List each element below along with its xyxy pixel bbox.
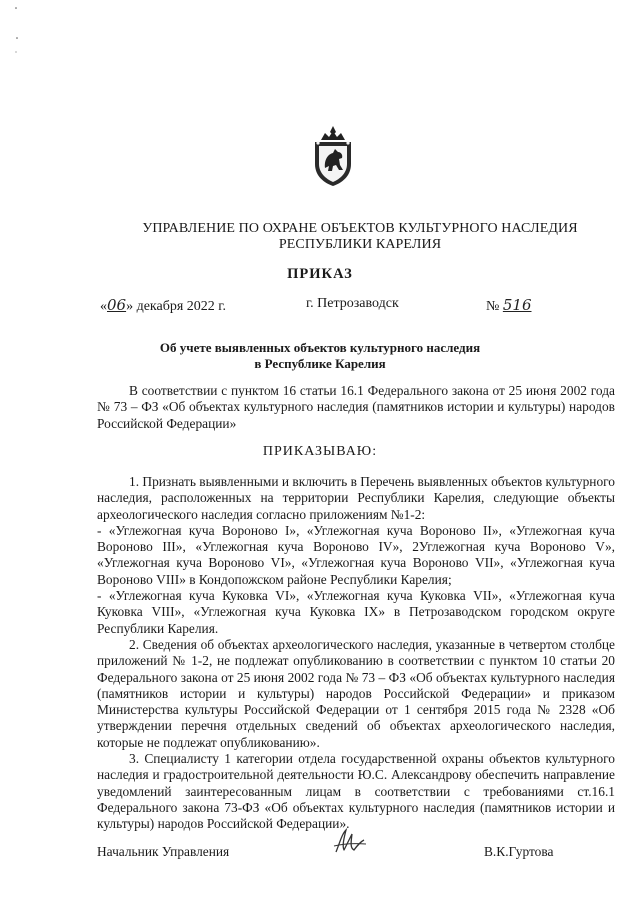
order-city: г. Петрозаводск: [306, 296, 399, 311]
item-1-list-kondopoga: - «Углежогная куча Вороново I», «Углежогная куча Вороново II», «Углежогная куча Вороново III», «Углежогная куча Вороново IV», 2Углежогная куча Вороново V», «Углежогная куча Вороново VI», «Углежогная куча Вороново VII», «Углежогная куча Вороново VIII» в Кондопожском районе Республики Карелия;: [97, 522, 615, 587]
order-subject: [0, 340, 640, 372]
signatory-position: Начальник Управления: [97, 844, 230, 859]
handwritten-signature-icon: [330, 826, 370, 858]
subject-line-2: в Республике Карелия: [254, 356, 386, 371]
preamble-paragraph: [97, 383, 615, 432]
number-handwritten: 516: [502, 296, 532, 314]
decree-word: ПРИКАЗЫВАЮ:: [262, 444, 378, 459]
date-month-year: » декабря 2022 г.: [126, 299, 226, 314]
item-1: 1. Признать выявленными и включить в Перечень выявленных объектов культурного наследия, расположенных на территории Республики Карелия, следующие объекты археологического наследия согласно приложениям №1-2:: [97, 474, 615, 522]
karelia-coat-of-arms-icon: [309, 124, 357, 188]
preamble-text: В соответствии с пунктом 16 статьи 16.1 Федерального закона от 25 июня 2002 года № 73 – ФЗ «Об объектах культурного наследия (памятников истории и культуры) народов Российской Федерации»: [97, 383, 615, 431]
document-type-title: ПРИКАЗ: [287, 266, 353, 282]
item-1-list-petrozavodsk: - «Углежогная куча Куковка VI», «Углежогная куча Куковка VII», «Углежогная куча Куковка VIII», «Углежогная куча Куковка IX» в Петрозаводском городском округе Республики Карелия.: [97, 588, 615, 636]
signatory-name: В.К.Гуртова: [484, 844, 554, 859]
agency-name-line-1: УПРАВЛЕНИЕ ПО ОХРАНЕ ОБЪЕКТОВ КУЛЬТУРНОГО НАСЛЕДИЯ: [142, 221, 578, 236]
order-number: [486, 296, 532, 315]
subject-line-1: Об учете выявленных объектов культурного наследия: [159, 340, 481, 355]
date-open-quote: «: [100, 299, 107, 314]
date-day-handwritten: 06: [107, 296, 127, 314]
order-items: [97, 474, 615, 833]
number-label: №: [486, 299, 500, 314]
order-date: [100, 296, 226, 315]
item-2: 2. Сведения об объектах археологического наследия, указанные в четвертом столбце приложений № 1-2, не подлежат опубликованию в соответствии с пунктом 10 статьи 20 Федерального закона от 25 июня 2002 года № 73 – ФЗ «Об объектах культурного наследия (памятников истории и культуры) народов Российской Федерации» и приказом Министерства культуры Российской Федерации от 1 сентября 2015 года № 2328 «Об утверждении перечня отдельных сведений об объектах археологического наследия, которые не подлежат опубликованию».: [97, 636, 615, 750]
item-3: 3. Специалисту 1 категории отдела государственной охраны объектов культурного наследия и градостроительной деятельности Ю.С. Александрову обеспечить направление уведомлений заинтересованным лицам в соответствии с требованиями ст.16.1 Федерального закона 73-ФЗ «Об объектах культурного наследия (памятников истории и культуры) народов Российской Федерации».: [97, 751, 615, 832]
agency-name-line-2: РЕСПУБЛИКИ КАРЕЛИЯ: [278, 237, 442, 252]
scan-speckles: [14, 0, 24, 60]
